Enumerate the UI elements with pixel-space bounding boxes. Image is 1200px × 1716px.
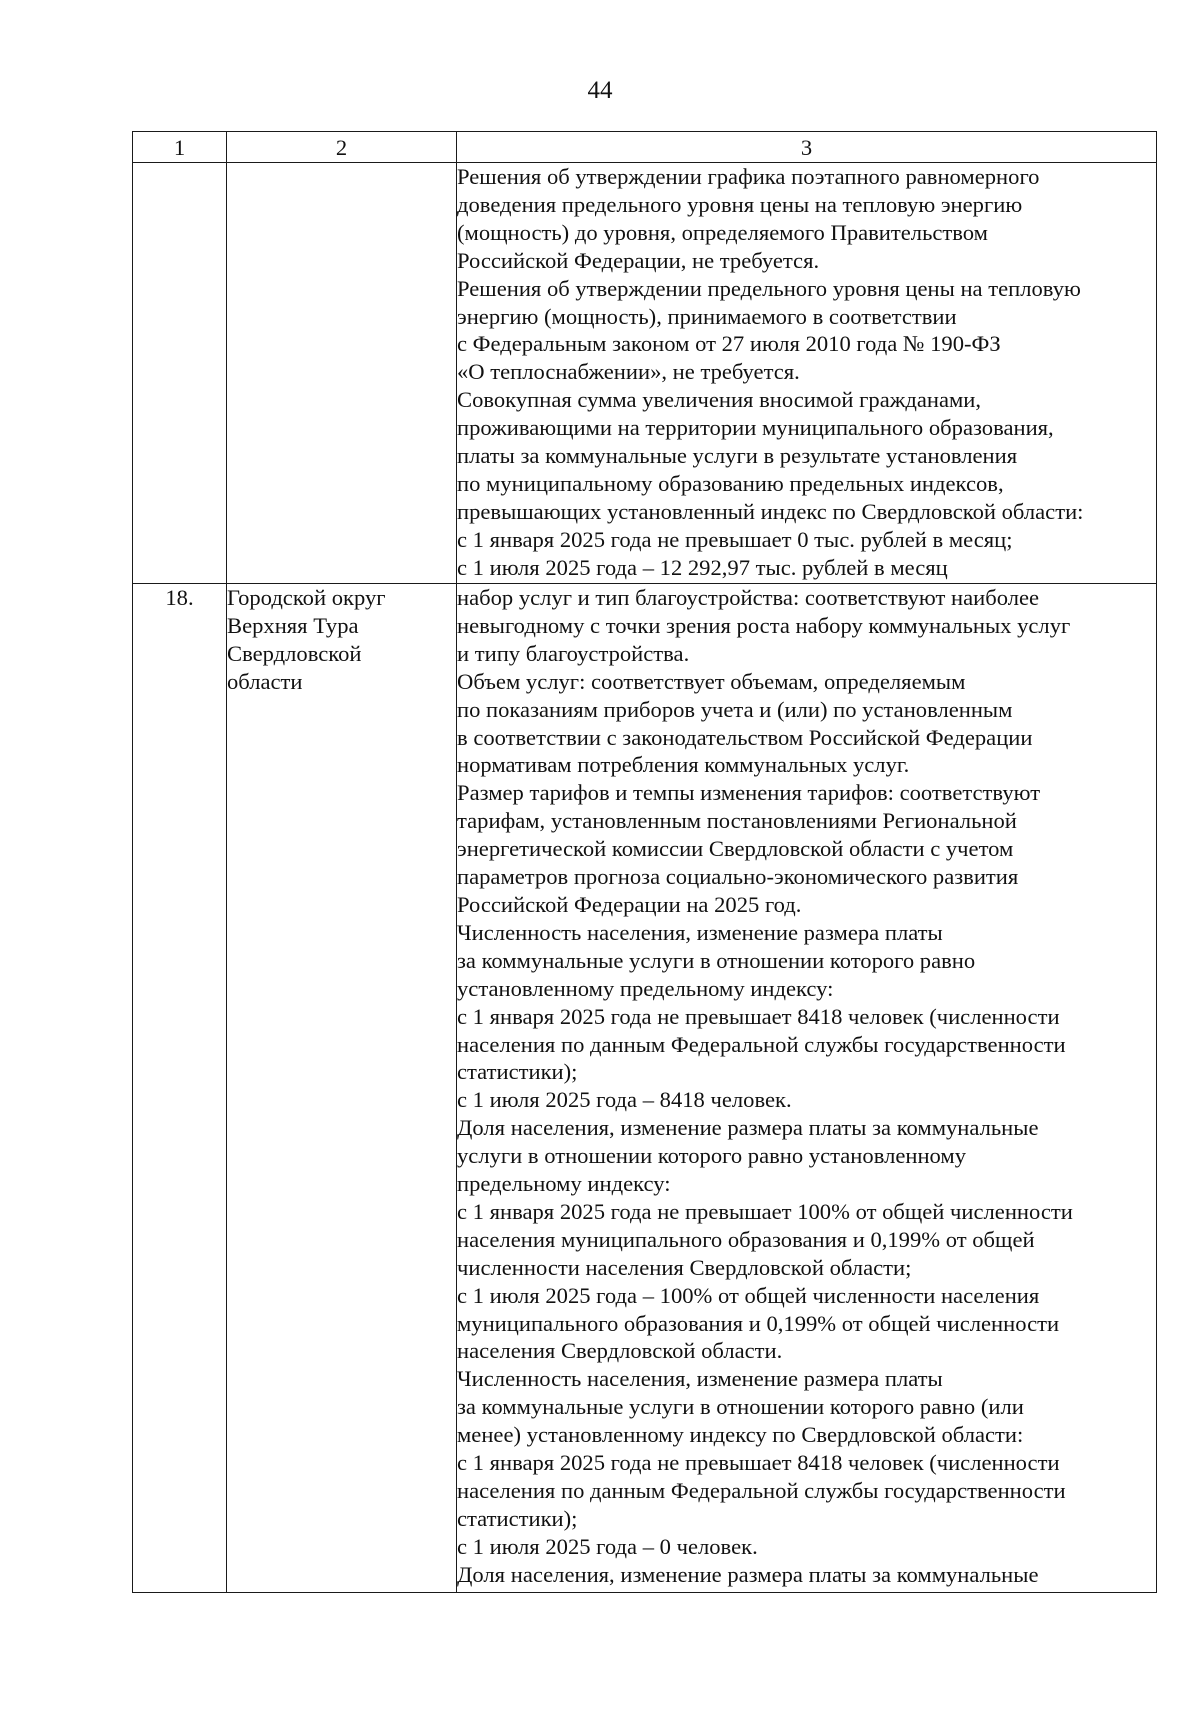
text-line: населения по данным Федеральной службы государственности [457,1478,1066,1503]
municipality-name-line: области [227,668,303,694]
text-line: Российской Федерации на 2025 год. [457,891,802,917]
column-header-1: 1 [133,132,227,163]
text-line: Размер тарифов и темпы изменения тарифов: соответствуют [457,780,1041,806]
text-line: за коммунальные услуги в отношении которого равно (или [457,1394,1024,1420]
text-line: по показаниям приборов учета и (или) по установленным [457,696,1013,722]
municipality-name-line: Верхняя Тура [227,612,359,638]
text-line: в соответствии с законодательством Российской Федерации [457,724,1033,750]
text-line: платы за коммунальные услуги в результате установления [457,443,1018,469]
text-line: с 1 января 2025 года не превышает 100% от общей численности [457,1198,1073,1224]
text-line: и типу благоустройства. [457,640,690,666]
text-line: нормативам потребления коммунальных услуг. [457,752,910,778]
description-cell [457,584,1157,1593]
text-line: менее) установленному индексу по Свердловской области: [457,1422,1024,1448]
text-line: проживающими на территории муниципального образования, [457,415,1054,441]
text-line: по муниципальному образованию предельных индексов, [457,470,1004,496]
text-line: параметров прогноза социально-экономического развития [457,864,1019,890]
text-line: (мощность) до уровня, определяемого Правительством [457,219,988,245]
text-line: населения Свердловской области. [457,1338,783,1364]
text-line: статистики); [457,1505,578,1531]
text-line: превышающих установленный индекс по Свердловской области: [457,498,1084,524]
row-number-cell: 18. [133,584,227,1593]
text-line: с 1 января 2025 года не превышает 8418 человек (численности [457,1450,1060,1476]
description-cell [457,163,1157,584]
text-line: услуги в отношении которого равно установленному [457,1143,967,1169]
tariff-table [132,131,1157,1593]
text-line: Доля населения, изменение размера платы за коммунальные [457,1115,1039,1141]
text-line: Российской Федерации, не требуется. [457,247,820,273]
column-header-3: 3 [457,132,1157,163]
page-number: 44 [587,77,613,104]
text-line: с 1 июля 2025 года – 0 человек. [457,1533,758,1559]
text-line: статистики); [457,1059,578,1085]
text-line: Доля населения, изменение размера платы за коммунальные [457,1561,1039,1587]
text-line: численности населения Свердловской области; [457,1254,912,1280]
text-line: тарифам, установленным постановлениями Региональной [457,808,1017,834]
text-line: Решения об утверждении графика поэтапного равномерного [457,164,1040,189]
table-row-continuation [133,163,1157,584]
table-row-18 [133,584,1157,1593]
municipality-cell [227,163,457,584]
text-line: набор услуг и тип благоустройства: соответствуют наиболее [457,585,1040,610]
text-line: Решения об утверждении предельного уровня цены на тепловую [457,275,1081,301]
text-line: населения муниципального образования и 0,199% от общей [457,1226,1035,1252]
text-line: энергию (мощность), принимаемого в соответствии [457,303,957,329]
municipality-cell [227,584,457,1593]
text-line: энергетической комиссии Свердловской области с учетом [457,836,1014,862]
text-line: установленному предельному индексу: [457,975,834,1001]
text-line: муниципального образования и 0,199% от общей численности [457,1310,1060,1336]
text-line: с Федеральным законом от 27 июля 2010 года № 190-ФЗ [457,331,1001,357]
text-line: Совокупная сумма увеличения вносимой гражданами, [457,387,982,413]
header-row [133,132,1157,163]
text-line: невыгодному с точки зрения роста набору коммунальных услуг [457,612,1071,638]
text-line: доведения предельного уровня цены на тепловую энергию [457,191,1023,217]
text-line: предельному индексу: [457,1171,671,1197]
text-line: Объем услуг: соответствует объемам, определяемым [457,668,966,694]
text-line: с 1 января 2025 года не превышает 8418 человек (численности [457,1003,1060,1029]
text-line: с 1 июля 2025 года – 8418 человек. [457,1087,792,1113]
row-number-cell [133,163,227,584]
column-header-2: 2 [227,132,457,163]
text-line: с 1 января 2025 года не превышает 0 тыс. рублей в месяц; [457,526,1013,552]
text-line: «О теплоснабжении», не требуется. [457,359,800,385]
municipality-name-line: Городской округ [227,585,386,610]
text-line: с 1 июля 2025 года – 100% от общей численности населения [457,1282,1040,1308]
text-line: за коммунальные услуги в отношении которого равно [457,947,976,973]
text-line: с 1 июля 2025 года – 12 292,97 тыс. рублей в месяц [457,554,948,580]
municipality-name-line: Свердловской [227,640,362,666]
text-line: Численность населения, изменение размера платы [457,919,943,945]
text-line: населения по данным Федеральной службы государственности [457,1031,1066,1057]
text-line: Численность населения, изменение размера платы [457,1366,943,1392]
